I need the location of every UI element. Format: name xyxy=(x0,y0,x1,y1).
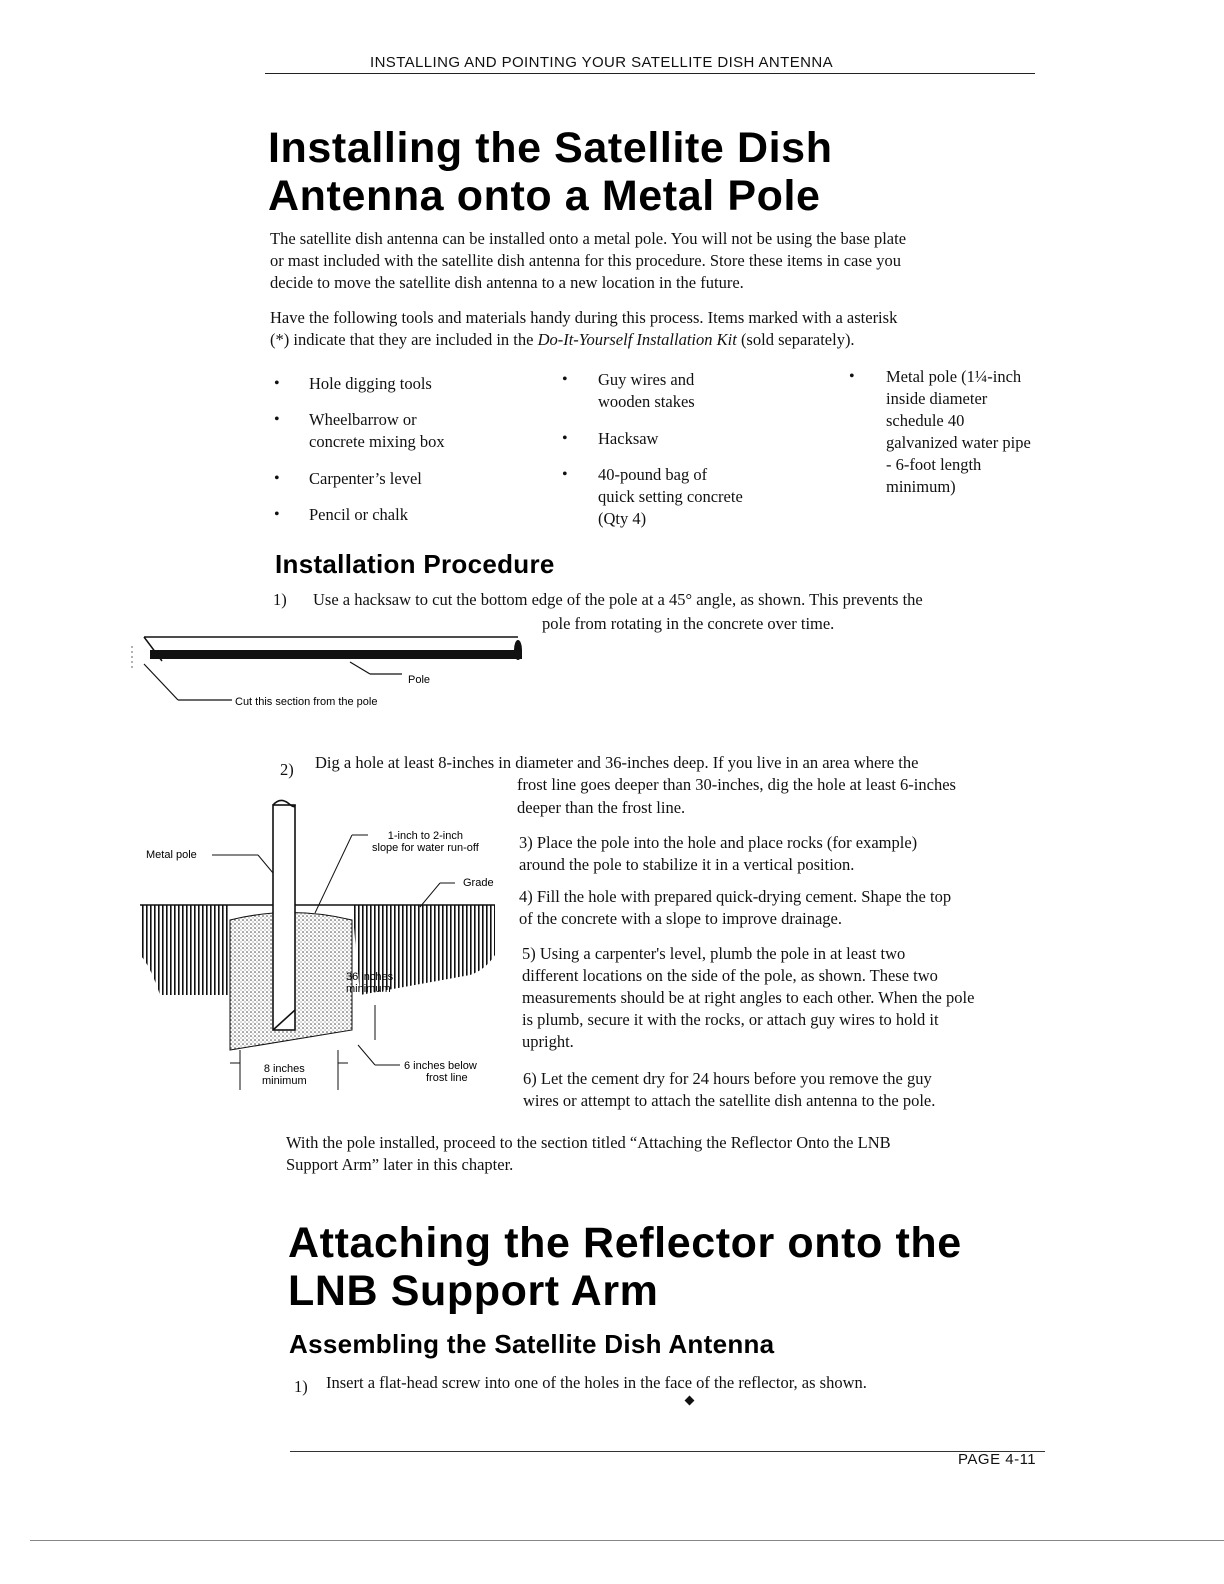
bullet-item xyxy=(598,369,695,413)
step3-line2: around the pole to stabilize it in a vertical position. xyxy=(519,855,855,874)
footer-rule xyxy=(290,1451,1045,1452)
bullet-line: Metal pole (1¼-inch xyxy=(886,367,1022,386)
bullet-line: wooden stakes xyxy=(598,392,695,411)
depth-label-line2: minimum xyxy=(346,983,391,995)
bullet-dot: • xyxy=(274,375,280,392)
width-label xyxy=(262,1063,307,1087)
frost-label xyxy=(404,1060,477,1084)
bullet-dot: • xyxy=(562,371,568,388)
slope-label-line1: 1-inch to 2-inch xyxy=(387,830,463,842)
section2-title-line1: Attaching the Reflector onto the xyxy=(288,1219,962,1267)
bullet-dot: • xyxy=(274,470,280,487)
metal-pole-leader-tip xyxy=(258,855,273,873)
slope-label xyxy=(372,830,479,854)
grade-label: Grade xyxy=(463,877,494,889)
pole-leader xyxy=(350,662,370,674)
intro-paragraph xyxy=(270,228,906,294)
intro-line: decide to move the satellite dish antenna to a new location in the future. xyxy=(270,273,744,292)
bullet-item: Carpenter’s level xyxy=(309,469,422,488)
soil-left xyxy=(140,905,230,995)
scan-edge-line xyxy=(30,1540,1224,1541)
step2-number: 2) xyxy=(280,760,294,779)
intro-line: The satellite dish antenna can be installed onto a metal pole. You will not be using the base plate xyxy=(270,229,907,248)
frost-label-line1: 6 inches below xyxy=(404,1060,477,1072)
pole-shaft xyxy=(273,805,295,1030)
width-label-line2: minimum xyxy=(262,1075,307,1087)
closing-paragraph xyxy=(286,1132,891,1176)
tools-line2-pre: (*) indicate that they are included in the xyxy=(270,330,538,349)
closing-line2: Support Arm” later in this chapter. xyxy=(286,1155,514,1174)
step5 xyxy=(522,943,974,1053)
procedure-heading: Installation Procedure xyxy=(275,549,555,579)
pole-end xyxy=(514,640,522,660)
section2-step1: Insert a flat-head screw into one of the holes in the face of the reflector, as shown. xyxy=(326,1373,867,1392)
step6-line2: wires or attempt to attach the satellite dish antenna to the pole. xyxy=(523,1091,936,1110)
bullet-line: schedule 40 xyxy=(886,411,965,430)
bullet-item: Hole digging tools xyxy=(309,374,432,393)
step2-line3: deeper than the frost line. xyxy=(517,798,686,817)
section2-title xyxy=(288,1219,962,1315)
depth-label xyxy=(346,971,393,995)
frost-leader xyxy=(358,1045,375,1065)
step2-line1: Dig a hole at least 8-inches in diameter and 36-inches deep. If you live in an area where the xyxy=(315,753,919,772)
step4 xyxy=(519,886,951,930)
tools-line2 xyxy=(270,329,897,351)
bullet-dot: • xyxy=(849,368,855,385)
grade-leader xyxy=(420,883,440,907)
bullet-dot: • xyxy=(274,506,280,523)
step5-line: 5) Using a carpenter's level, plumb the pole in at least two xyxy=(522,944,906,963)
bullet-item: Hacksaw xyxy=(598,429,659,448)
section2-step1-number: 1) xyxy=(294,1377,308,1396)
bullet-item xyxy=(309,409,445,453)
bullet-item xyxy=(598,464,743,530)
bullet-dot: • xyxy=(562,466,568,483)
section-title xyxy=(268,124,833,220)
step1-line2: pole from rotating in the concrete over time. xyxy=(542,614,835,633)
step3 xyxy=(519,832,917,876)
section-title-line1: Installing the Satellite Dish xyxy=(268,124,833,172)
depth-label-line1: 36 inches xyxy=(346,971,394,983)
bullet-line: Wheelbarrow or xyxy=(309,410,417,429)
step6-line1: 6) Let the cement dry for 24 hours before you remove the guy xyxy=(523,1069,932,1088)
diamond-mark xyxy=(685,1396,695,1406)
bullet-item xyxy=(886,366,1031,498)
step5-line: different locations on the side of the pole, as shown. These two xyxy=(522,966,938,985)
section2-title-line2: LNB Support Arm xyxy=(288,1267,659,1315)
step3-line1: 3) Place the pole into the hole and place rocks (for example) xyxy=(519,833,918,852)
page-number: PAGE 4-11 xyxy=(958,1451,1037,1468)
bullet-line: 40-pound bag of xyxy=(598,465,708,484)
slope-leader xyxy=(315,835,352,913)
bullet-line: - 6-foot length xyxy=(886,455,982,474)
closing-line1: With the pole installed, proceed to the section titled “Attaching the Reflector Onto the LNB xyxy=(286,1133,891,1152)
step5-line: is plumb, secure it with the rocks, or attach guy wires to hold it xyxy=(522,1010,939,1029)
bullet-item: Pencil or chalk xyxy=(309,505,408,524)
step2-line2: frost line goes deeper than 30-inches, dig the hole at least 6-inches xyxy=(517,775,956,794)
header-rule xyxy=(265,73,1035,74)
bullet-line: inside diameter xyxy=(886,389,988,408)
step6 xyxy=(523,1068,935,1112)
kit-name: Do-It-Yourself Installation Kit xyxy=(537,330,737,349)
bullet-line: Guy wires and xyxy=(598,370,695,389)
step4-line2: of the concrete with a slope to improve drainage. xyxy=(519,909,843,928)
step1-line1: Use a hacksaw to cut the bottom edge of the pole at a 45° angle, as shown. This prevents the xyxy=(313,590,923,609)
bullet-line: galvanized water pipe xyxy=(886,433,1031,452)
bullet-line: concrete mixing box xyxy=(309,432,445,451)
bullet-line: quick setting concrete xyxy=(598,487,743,506)
step5-line: upright. xyxy=(522,1032,574,1051)
step4-line1: 4) Fill the hole with prepared quick-drying cement. Shape the top xyxy=(519,887,952,906)
running-header: INSTALLING AND POINTING YOUR SATELLITE DISH ANTENNA xyxy=(370,54,833,71)
bullet-dot: • xyxy=(562,430,568,447)
tools-line2-post: (sold separately). xyxy=(736,330,855,349)
pole-label: Pole xyxy=(408,674,431,686)
tools-paragraph xyxy=(270,307,897,351)
bullet-line: minimum) xyxy=(886,477,956,496)
pole-body xyxy=(150,650,522,659)
width-label-line1: 8 inches xyxy=(263,1063,305,1075)
metal-pole-label: Metal pole xyxy=(146,849,197,861)
tools-line1: Have the following tools and materials handy during this process. Items marked with a asterisk xyxy=(270,308,898,327)
section2-subtitle: Assembling the Satellite Dish Antenna xyxy=(289,1329,775,1359)
cut-label: Cut this section from the pole xyxy=(235,696,378,708)
step5-line: measurements should be at right angles to each other. When the pole xyxy=(522,988,975,1007)
intro-line: or mast included with the satellite dish antenna for this procedure. Store these items in case you xyxy=(270,251,901,270)
frost-label-line2: frost line xyxy=(426,1072,468,1084)
slope-label-line2: slope for water run-off xyxy=(372,842,479,854)
section-title-line2: Antenna onto a Metal Pole xyxy=(268,172,821,220)
bullet-line: (Qty 4) xyxy=(598,509,647,528)
step1-number: 1) xyxy=(273,590,287,609)
bullet-dot: • xyxy=(274,411,280,428)
cut-leader xyxy=(144,664,178,700)
